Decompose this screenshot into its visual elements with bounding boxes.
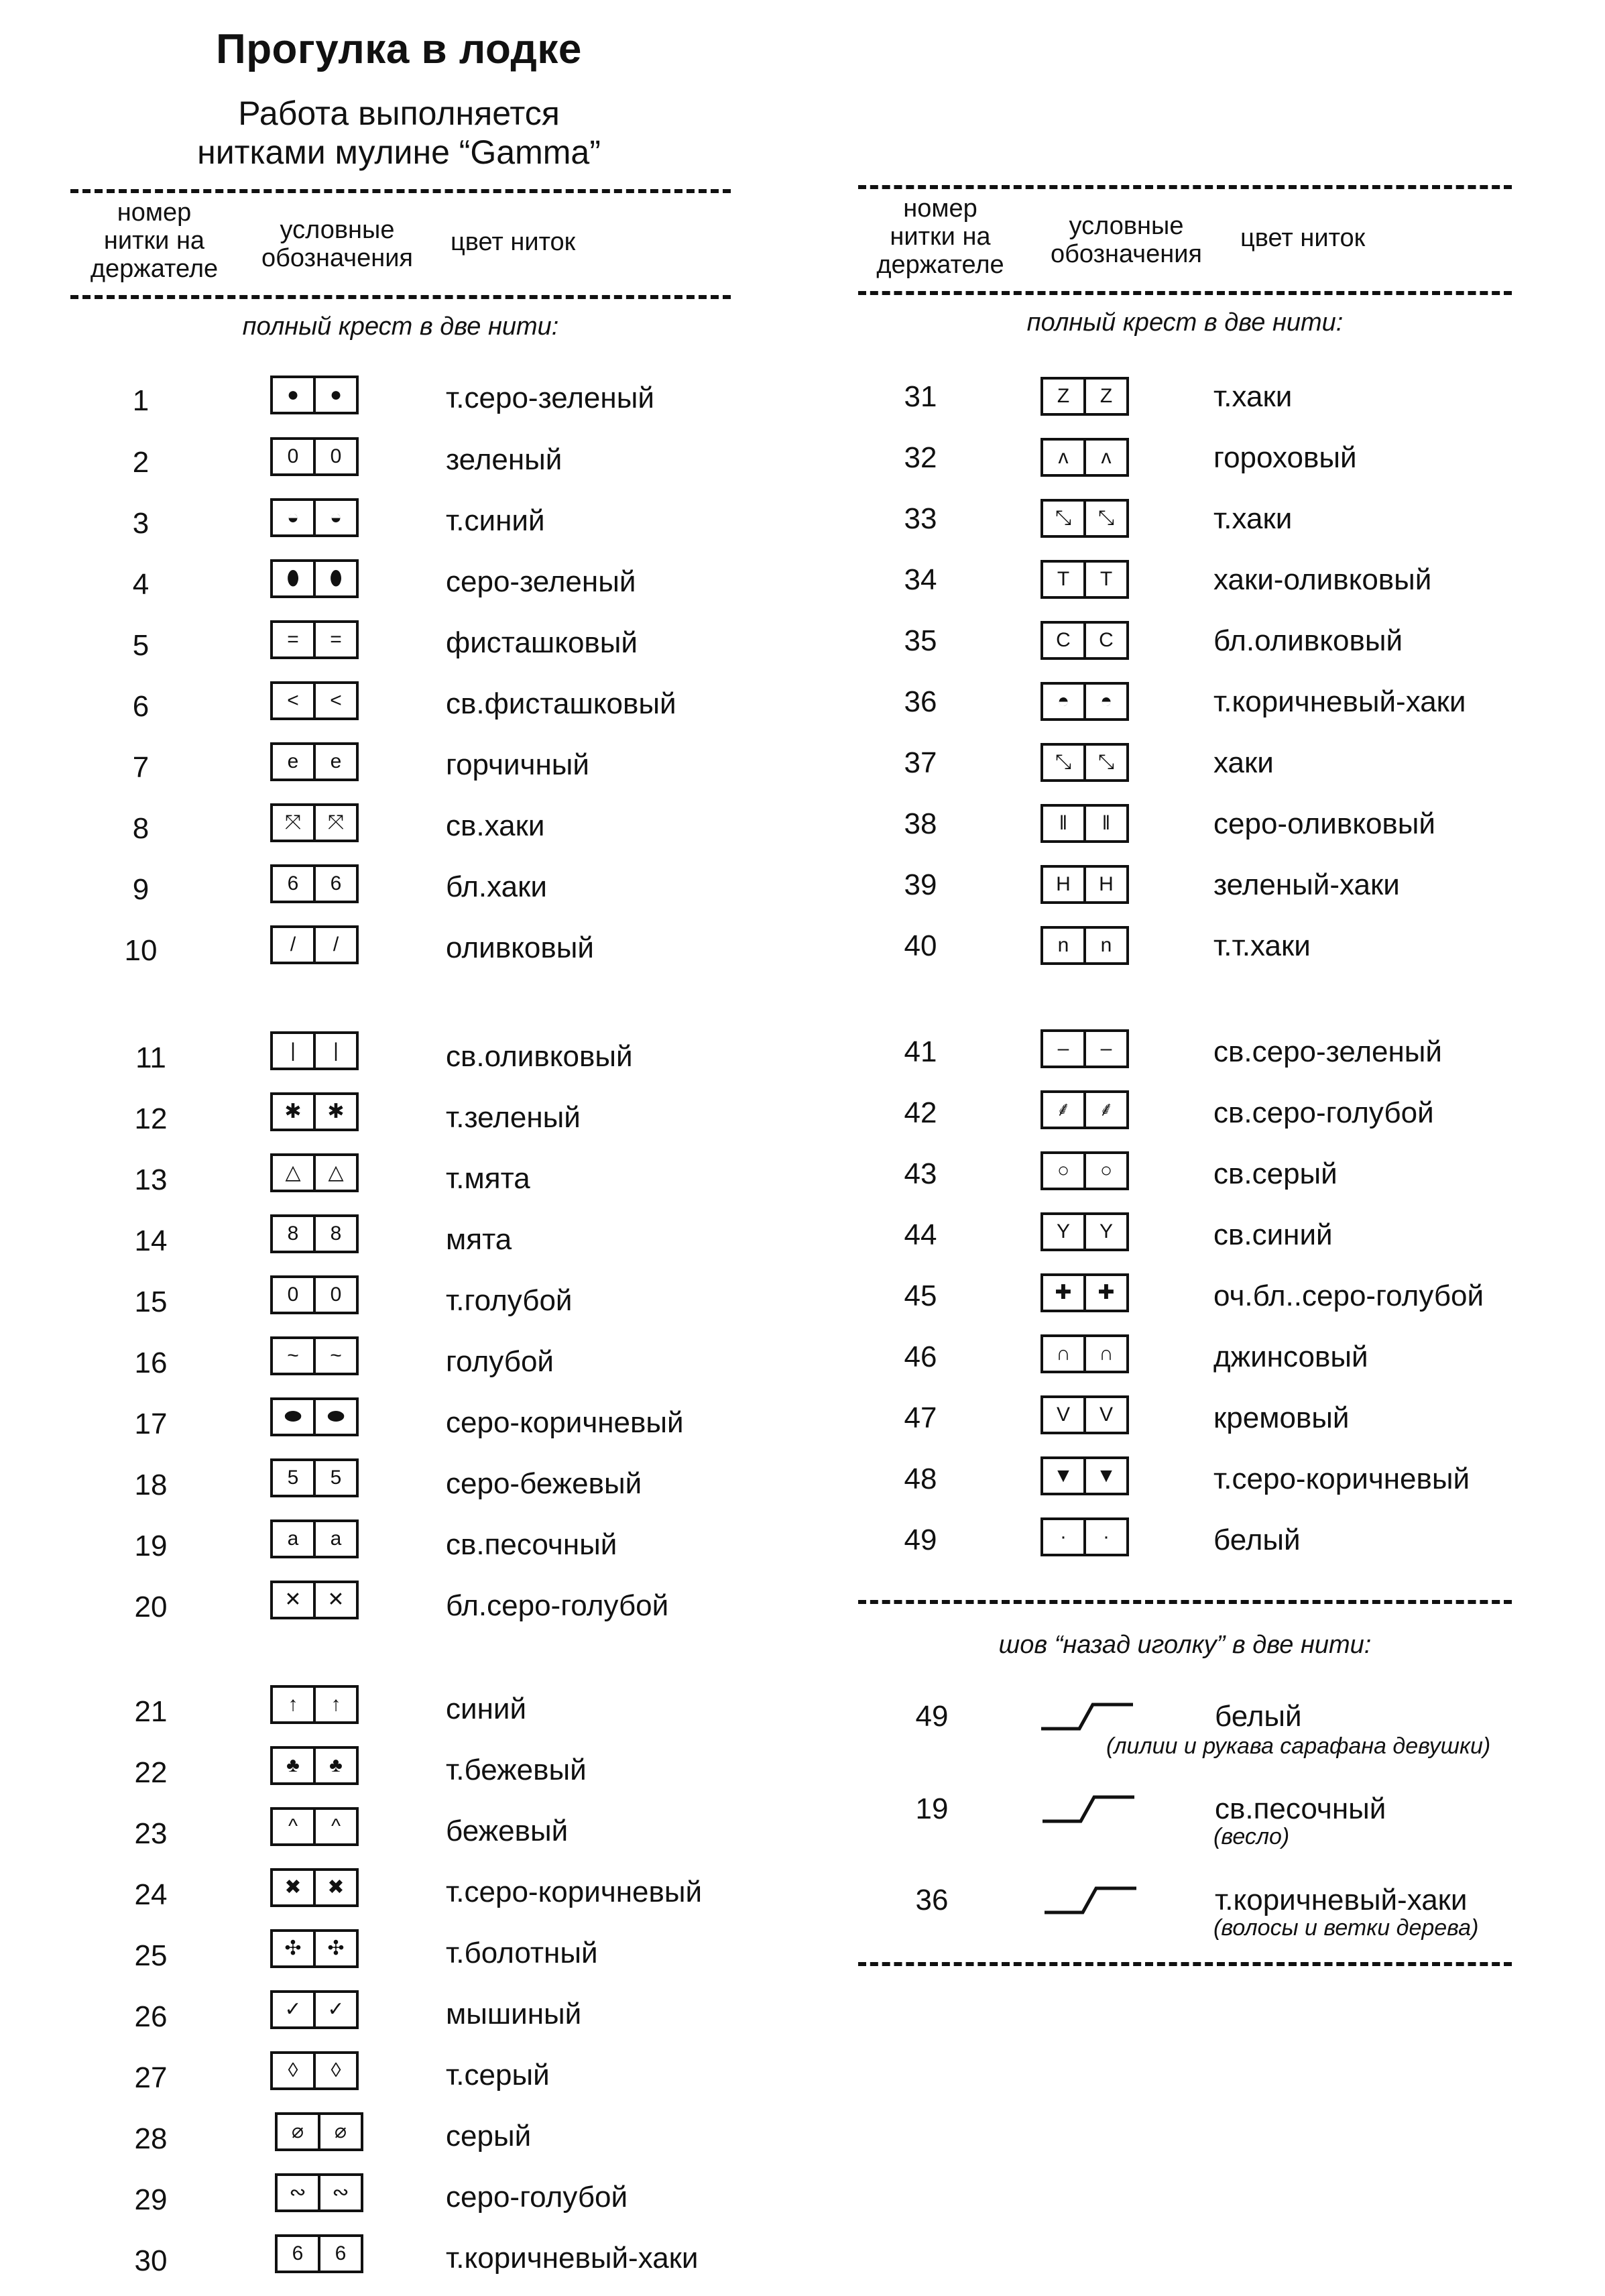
thread-number: 3 — [132, 507, 150, 540]
symbol-cell: ✖ — [284, 1876, 302, 1898]
symbol-cell: 0 — [287, 1283, 299, 1306]
thread-number: 14 — [134, 1224, 168, 1257]
thread-color: серо-зеленый — [446, 565, 636, 598]
symbol-cell: ↑ — [288, 1693, 298, 1715]
symbol-pair — [1041, 1029, 1129, 1068]
thread-number: 15 — [134, 1285, 168, 1318]
thread-number: 8 — [132, 812, 150, 845]
symbol-cell: ✖ — [313, 1871, 356, 1904]
symbol-pair — [270, 376, 359, 414]
thread-number: 30 — [134, 2244, 168, 2277]
symbol-pair — [270, 1153, 359, 1192]
symbol-pair — [275, 2234, 363, 2273]
symbol-pair — [270, 498, 359, 537]
symbol-cell: 8 — [287, 1222, 299, 1245]
symbol-cell: · — [1083, 1520, 1126, 1554]
symbol-pair — [270, 1868, 359, 1907]
thread-number: 2 — [132, 446, 150, 479]
thread-number: 12 — [134, 1102, 168, 1135]
symbol-cell: ⤡ — [1055, 507, 1071, 529]
thread-number: 29 — [134, 2183, 168, 2216]
header-symbols-line: условные — [1069, 212, 1184, 240]
thread-color: бл.хаки — [446, 870, 547, 903]
thread-number: 20 — [134, 1591, 168, 1623]
symbol-cell: – — [1083, 1032, 1126, 1066]
thread-color: св.песочный — [1215, 1792, 1386, 1825]
header-symbols-line: условные — [280, 216, 395, 244]
symbol-cell: ◒ — [313, 501, 356, 534]
divider — [858, 1962, 1512, 1966]
symbol-pair — [270, 742, 359, 781]
subtitle-line-1: Работа выполняется — [238, 95, 560, 132]
symbol-cell: 6 — [287, 872, 299, 895]
symbol-pair — [270, 1990, 359, 2029]
thread-number: 25 — [134, 1939, 168, 1972]
symbol-cell: ◊ — [313, 2054, 356, 2087]
header-number-line: держателе — [90, 255, 219, 283]
symbol-cell: 5 — [287, 1467, 299, 1489]
symbol-cell: ○ — [1083, 1154, 1126, 1188]
thread-number: 33 — [904, 502, 937, 535]
thread-color: т.бежевый — [446, 1754, 587, 1786]
symbol-cell: 0 — [313, 440, 356, 473]
symbol-pair — [1041, 438, 1129, 477]
thread-color: серый — [446, 2120, 532, 2152]
symbol-cell: < — [287, 689, 299, 711]
symbol-cell: V — [1056, 1403, 1070, 1426]
symbol-cell: e — [287, 750, 299, 772]
divider — [858, 291, 1512, 295]
symbol-cell: Z — [1057, 385, 1070, 407]
symbol-cell: ⤧ — [285, 811, 301, 834]
thread-number: 37 — [904, 746, 937, 779]
backstitch-line-icon — [1043, 1880, 1143, 1920]
symbol-cell: ⸙ — [1055, 1098, 1071, 1121]
subtitle-line-2: нитками мулине “Gamma” — [197, 133, 601, 171]
symbol-cell: △ — [285, 1161, 301, 1184]
symbol-cell: n — [1057, 934, 1069, 956]
symbol-cell: ⌀ — [318, 2115, 361, 2148]
thread-color: синий — [446, 1692, 527, 1725]
symbol-cell: V — [1083, 1398, 1126, 1432]
symbol-cell: / — [313, 928, 356, 962]
symbol-cell: ✚ — [1083, 1276, 1126, 1310]
symbol-pair — [1041, 621, 1129, 660]
thread-color: серо-коричневый — [446, 1406, 684, 1439]
thread-color: хаки-оливковый — [1213, 563, 1432, 596]
symbol-cell: | — [313, 1034, 356, 1068]
symbol-cell: ● — [286, 384, 300, 406]
symbol-cell: = — [287, 628, 299, 650]
symbol-pair — [270, 1929, 359, 1968]
page-title: Прогулка в лодке — [216, 26, 582, 72]
symbol-cell: 0 — [313, 1278, 356, 1312]
symbol-cell: ⤡ — [1083, 502, 1126, 535]
symbol-cell: 5 — [313, 1461, 356, 1495]
thread-number: 26 — [134, 2000, 168, 2033]
thread-color: оливковый — [446, 931, 594, 964]
backstitch-line-icon — [1041, 1789, 1141, 1829]
symbol-pair — [270, 1685, 359, 1724]
symbol-cell: ✣ — [313, 1932, 356, 1965]
symbol-pair — [270, 1031, 359, 1070]
thread-number: 49 — [915, 1700, 949, 1733]
header-symbols-line: обозначения — [261, 244, 414, 272]
thread-number: 19 — [915, 1792, 949, 1825]
thread-number: 36 — [915, 1884, 949, 1916]
thread-number: 46 — [904, 1340, 937, 1373]
divider — [858, 1600, 1512, 1604]
symbol-pair — [270, 681, 359, 720]
section-full-cross-left: полный крест в две нити: — [242, 312, 559, 341]
thread-color: серо-голубой — [446, 2181, 628, 2214]
symbol-cell: ✕ — [313, 1583, 356, 1617]
symbol-cell: ⬮ — [286, 567, 300, 589]
thread-color: т.коричневый-хаки — [1215, 1884, 1468, 1916]
symbol-cell: a — [313, 1522, 356, 1556]
symbol-cell: ∾ — [318, 2176, 361, 2209]
thread-color: т.зеленый — [446, 1101, 581, 1134]
symbol-cell: < — [313, 684, 356, 718]
thread-color: т.серый — [446, 2059, 550, 2091]
thread-color: т.т.хаки — [1213, 929, 1311, 962]
symbol-cell: H — [1056, 873, 1071, 895]
section-full-cross-right: полный крест в две нити: — [1026, 308, 1344, 337]
symbol-cell: 6 — [313, 867, 356, 901]
symbol-cell: C — [1056, 629, 1071, 651]
thread-color: зеленый — [446, 443, 562, 476]
thread-number: 31 — [904, 380, 937, 413]
thread-color: т.голубой — [446, 1284, 573, 1317]
usage-note: (лилии и рукава сарафана девушки) — [1106, 1733, 1491, 1759]
thread-color: св.синий — [1213, 1218, 1333, 1251]
thread-color: мята — [446, 1223, 512, 1256]
symbol-cell: ^ — [288, 1815, 298, 1837]
symbol-pair — [1041, 560, 1129, 599]
thread-color: фисташковый — [446, 626, 638, 659]
header-number-line: нитки на — [890, 223, 991, 251]
thread-number: 27 — [134, 2061, 168, 2094]
symbol-cell: ◓ — [1057, 690, 1070, 712]
symbol-pair — [270, 1275, 359, 1314]
divider — [70, 189, 731, 193]
symbol-pair — [1041, 377, 1129, 416]
thread-color: бл.оливковый — [1213, 624, 1403, 657]
thread-color: серо-бежевый — [446, 1467, 642, 1500]
symbol-cell: 6 — [292, 2242, 304, 2264]
thread-number: 4 — [132, 568, 150, 601]
thread-number: 13 — [134, 1163, 168, 1196]
header-number-left — [70, 198, 238, 283]
thread-color: горчичный — [446, 748, 589, 781]
symbol-pair — [270, 1581, 359, 1619]
thread-color: белый — [1215, 1700, 1302, 1733]
symbol-cell: ʌ — [1083, 441, 1126, 474]
thread-color: бл.серо-голубой — [446, 1589, 669, 1622]
thread-number: 5 — [132, 629, 150, 662]
thread-number: 1 — [132, 384, 150, 417]
symbol-cell: Y — [1083, 1215, 1126, 1249]
thread-number: 22 — [134, 1756, 168, 1789]
thread-color: оч.бл..серо-голубой — [1213, 1279, 1484, 1312]
symbol-pair — [270, 1336, 359, 1375]
symbol-pair — [1041, 499, 1129, 538]
symbol-cell: △ — [313, 1156, 356, 1190]
symbol-pair — [270, 1092, 359, 1131]
thread-number: 18 — [134, 1469, 168, 1501]
symbol-cell: ~ — [313, 1339, 356, 1373]
symbol-cell: Y — [1056, 1220, 1070, 1243]
symbol-pair — [270, 620, 359, 659]
thread-color: гороховый — [1213, 441, 1357, 474]
symbol-cell: ↑ — [313, 1688, 356, 1721]
thread-color: т.мята — [446, 1162, 530, 1195]
symbol-cell: | — [290, 1039, 296, 1061]
thread-color: хаки — [1213, 746, 1274, 779]
symbol-pair — [1041, 1456, 1129, 1495]
thread-number: 47 — [904, 1401, 937, 1434]
thread-color: св.хаки — [446, 809, 545, 842]
thread-number: 9 — [132, 873, 150, 906]
thread-color: кремовый — [1213, 1401, 1350, 1434]
thread-number: 42 — [904, 1096, 937, 1129]
usage-note: (весло) — [1213, 1824, 1290, 1849]
symbol-cell: / — [290, 933, 296, 956]
thread-color: св.серо-голубой — [1213, 1096, 1434, 1129]
thread-color: джинсовый — [1213, 1340, 1368, 1373]
symbol-pair — [270, 1746, 359, 1785]
symbol-cell: Z — [1083, 380, 1126, 413]
header-number-line: нитки на — [103, 227, 205, 255]
thread-number: 17 — [134, 1408, 168, 1440]
symbol-pair — [270, 437, 359, 476]
symbol-cell: ✓ — [313, 1993, 356, 2026]
header-color-left: цвет ниток — [451, 228, 576, 256]
symbol-cell: ✣ — [284, 1937, 302, 1959]
thread-number: 48 — [904, 1462, 937, 1495]
symbol-pair — [270, 1807, 359, 1846]
thread-number: 34 — [904, 563, 937, 596]
symbol-cell: ∾ — [289, 2181, 306, 2203]
symbol-cell: ⤡ — [1083, 746, 1126, 779]
symbol-pair — [1041, 682, 1129, 721]
symbol-cell: ▼ — [1053, 1465, 1073, 1487]
symbol-pair — [270, 2051, 359, 2090]
symbol-cell: ⬬ — [284, 1405, 302, 1428]
symbol-cell: n — [1083, 929, 1126, 962]
thread-number: 24 — [134, 1878, 168, 1911]
symbol-pair — [270, 1397, 359, 1436]
symbol-cell: ⬬ — [313, 1400, 356, 1434]
thread-number: 10 — [124, 934, 158, 967]
thread-color: т.коричневый-хаки — [1213, 685, 1466, 718]
symbol-cell: ◒ — [286, 506, 300, 528]
thread-color: св.фисташковый — [446, 687, 676, 720]
symbol-cell: = — [313, 623, 356, 656]
symbol-cell: ∩ — [1083, 1337, 1126, 1371]
header-number-line: номер — [117, 198, 192, 227]
thread-color: бежевый — [446, 1815, 569, 1847]
thread-number: 40 — [904, 929, 937, 962]
symbol-pair — [1041, 1151, 1129, 1190]
thread-number: 6 — [132, 690, 150, 723]
symbol-pair — [1041, 804, 1129, 843]
symbol-cell: H — [1083, 868, 1126, 901]
symbol-cell: ^ — [313, 1810, 356, 1843]
symbol-cell: C — [1083, 624, 1126, 657]
thread-number: 23 — [134, 1817, 168, 1850]
header-number-line: номер — [903, 194, 977, 223]
symbol-cell: ‖ — [1083, 807, 1126, 840]
thread-color: т.хаки — [1213, 502, 1293, 535]
symbol-pair — [1041, 1090, 1129, 1129]
header-symbols-left — [247, 216, 428, 272]
thread-number: 7 — [132, 751, 150, 784]
backstitch-line-icon — [1039, 1697, 1140, 1737]
thread-number: 19 — [134, 1530, 168, 1562]
symbol-pair — [1041, 926, 1129, 965]
thread-number: 35 — [904, 624, 937, 657]
thread-number: 49 — [904, 1524, 937, 1556]
thread-color: св.оливковый — [446, 1040, 633, 1073]
thread-color: мышиный — [446, 1998, 582, 2030]
symbol-cell: – — [1057, 1037, 1069, 1059]
thread-color: т.серо-коричневый — [446, 1876, 703, 1908]
symbol-pair — [1041, 743, 1129, 782]
thread-color: св.серый — [1213, 1157, 1338, 1190]
symbol-cell: ⸙ — [1083, 1093, 1126, 1127]
symbol-cell: ✓ — [284, 1998, 302, 2020]
symbol-pair — [1041, 1517, 1129, 1556]
thread-number: 32 — [904, 441, 937, 474]
symbol-pair — [270, 925, 359, 964]
symbol-cell: ◓ — [1083, 685, 1126, 718]
thread-number: 28 — [134, 2122, 168, 2155]
thread-color: белый — [1213, 1524, 1301, 1556]
thread-number: 16 — [134, 1346, 168, 1379]
thread-number: 41 — [904, 1035, 937, 1068]
thread-color: т.хаки — [1213, 380, 1293, 413]
symbol-pair — [1041, 1212, 1129, 1251]
symbol-cell: ʌ — [1058, 446, 1069, 468]
thread-number: 44 — [904, 1218, 937, 1251]
symbol-cell: a — [287, 1528, 299, 1550]
symbol-pair — [275, 2173, 363, 2212]
symbol-cell: T — [1057, 568, 1070, 590]
divider — [858, 185, 1512, 189]
thread-color: св.серо-зеленый — [1213, 1035, 1442, 1068]
symbol-pair — [275, 2112, 363, 2151]
symbol-cell: 6 — [318, 2237, 361, 2271]
symbol-cell: ✚ — [1055, 1281, 1072, 1304]
symbol-pair — [1041, 1395, 1129, 1434]
thread-color: зеленый-хаки — [1213, 868, 1400, 901]
symbol-cell: 0 — [287, 445, 299, 467]
header-symbols-line: обозначения — [1050, 240, 1203, 268]
section-backstitch: шов “назад иголку” в две нити: — [998, 1631, 1372, 1659]
symbol-pair — [1041, 1273, 1129, 1312]
symbol-pair — [270, 1519, 359, 1558]
symbol-cell: ✱ — [313, 1095, 356, 1129]
symbol-pair — [270, 803, 359, 842]
symbol-cell: ∩ — [1056, 1342, 1071, 1365]
symbol-pair — [1041, 1334, 1129, 1373]
thread-number: 39 — [904, 868, 937, 901]
thread-color: св.песочный — [446, 1528, 617, 1561]
symbol-cell: 8 — [313, 1217, 356, 1251]
thread-color: т.коричневый-хаки — [446, 2242, 699, 2275]
header-color-right: цвет ниток — [1240, 224, 1366, 252]
symbol-cell: ◊ — [288, 2059, 298, 2081]
header-number-right — [858, 194, 1022, 279]
thread-number: 43 — [904, 1157, 937, 1190]
symbol-cell: e — [313, 745, 356, 779]
symbol-cell: ✕ — [284, 1589, 302, 1611]
symbol-cell: ○ — [1057, 1159, 1070, 1182]
thread-color: голубой — [446, 1345, 554, 1378]
thread-number: 38 — [904, 807, 937, 840]
symbol-pair — [1041, 865, 1129, 904]
usage-note: (волосы и ветки дерева) — [1213, 1915, 1479, 1941]
symbol-cell: ▼ — [1083, 1459, 1126, 1493]
symbol-pair — [270, 559, 359, 598]
thread-color: т.болотный — [446, 1937, 598, 1969]
thread-number: 36 — [904, 685, 937, 718]
thread-color: серо-оливковый — [1213, 807, 1435, 840]
symbol-cell: ⌀ — [291, 2120, 304, 2142]
thread-number: 45 — [904, 1279, 937, 1312]
symbol-cell: ⤡ — [1055, 751, 1071, 773]
thread-color: т.синий — [446, 504, 545, 537]
header-symbols-right — [1036, 212, 1217, 268]
thread-color: т.серо-зеленый — [446, 382, 654, 414]
symbol-cell: T — [1083, 563, 1126, 596]
symbol-cell: ⤧ — [313, 806, 356, 840]
symbol-cell: ‖ — [1059, 812, 1068, 834]
thread-color: т.серо-коричневый — [1213, 1462, 1470, 1495]
thread-number: 21 — [134, 1695, 168, 1728]
symbol-cell: ⬮ — [313, 562, 356, 595]
thread-number: 11 — [135, 1041, 166, 1074]
divider — [70, 295, 731, 299]
header-number-line: держателе — [876, 251, 1004, 279]
symbol-cell: ● — [313, 378, 356, 412]
symbol-pair — [270, 1458, 359, 1497]
symbol-cell: ♣ — [286, 1754, 300, 1776]
symbol-cell: ✱ — [284, 1100, 302, 1123]
symbol-pair — [270, 864, 359, 903]
symbol-cell: · — [1060, 1526, 1067, 1548]
symbol-cell: ~ — [287, 1344, 299, 1367]
symbol-pair — [270, 1214, 359, 1253]
symbol-cell: ♣ — [313, 1749, 356, 1782]
